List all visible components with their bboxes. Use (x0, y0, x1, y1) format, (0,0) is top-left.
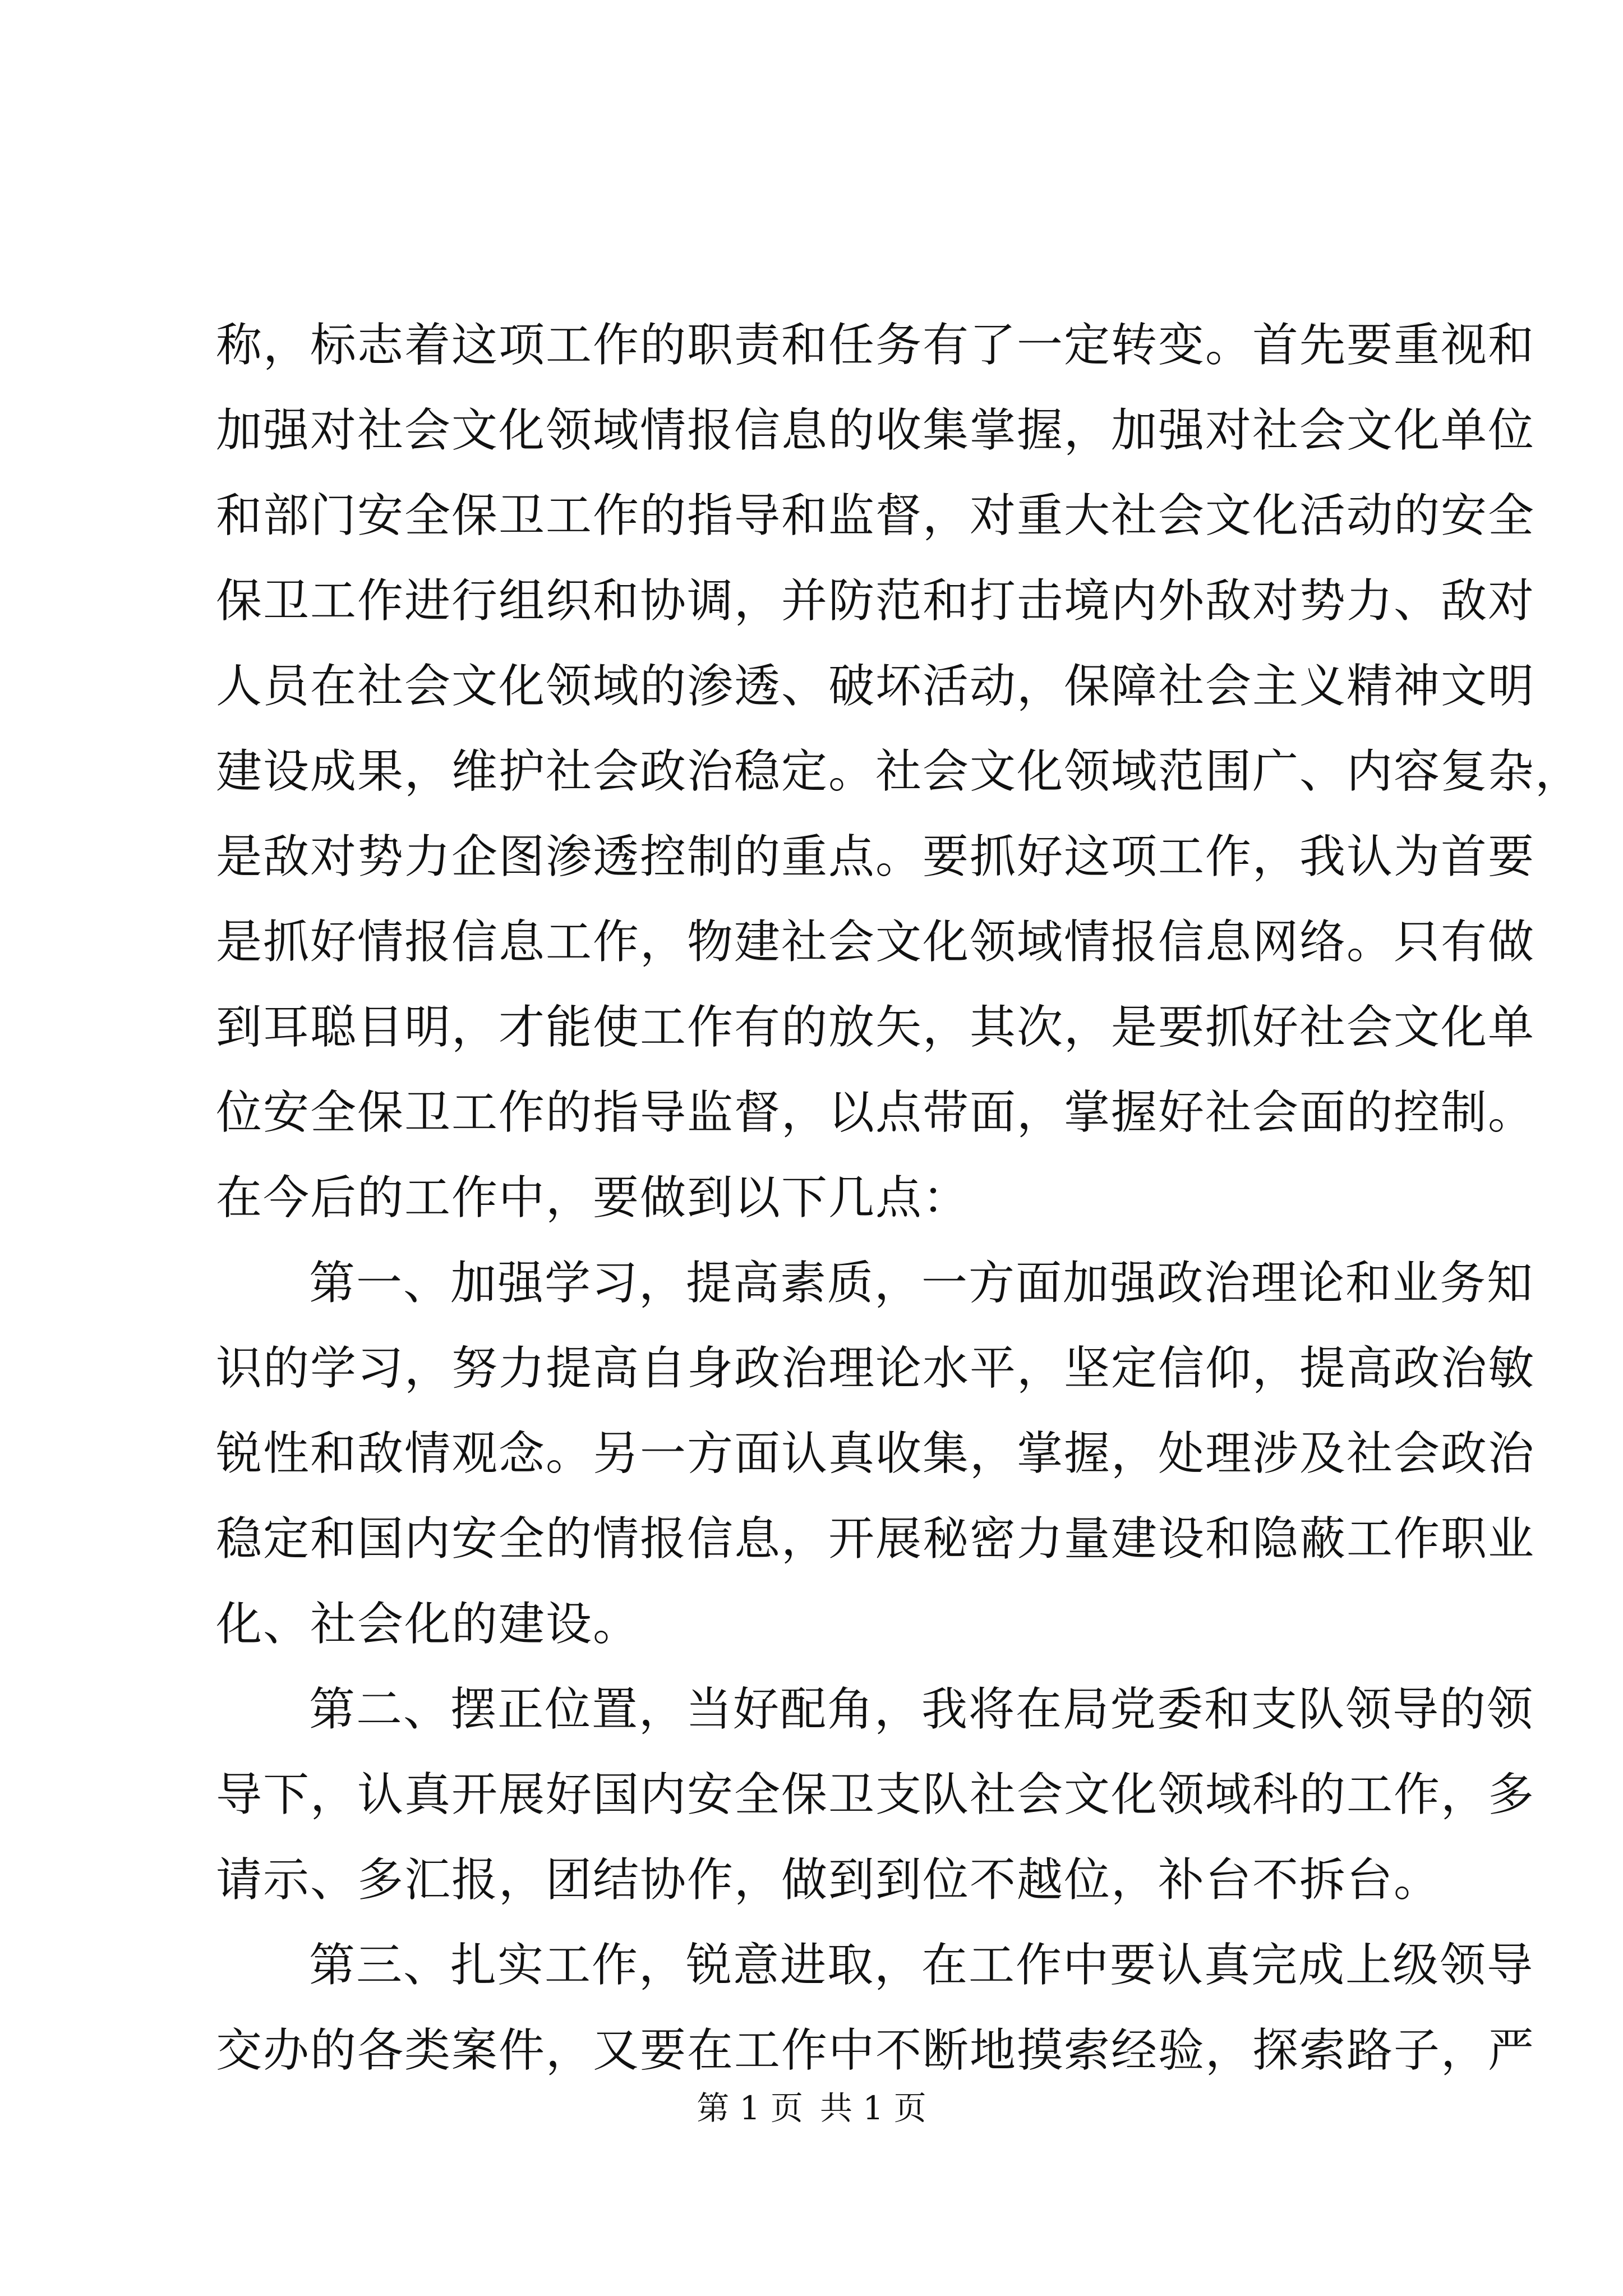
body-line: 和部门安全保卫工作的指导和监督，对重大社会文化活动的安全 (216, 489, 1536, 542)
body-line: 识的学习，努力提高自身政治理论水平，坚定信仰，提高政治敏 (216, 1342, 1536, 1395)
body-line: 请示、多汇报，团结协作，做到到位不越位，补台不拆台。 (216, 1853, 1441, 1907)
body-line: 化、社会化的建设。 (216, 1598, 640, 1651)
document-body (216, 303, 1583, 2093)
body-line: 称，标志着这项工作的职责和任务有了一定转变。首先要重视和 (216, 319, 1536, 372)
paragraph-first-line: 第二、摆正位置，当好配角，我将在局党委和支队领导的领 (309, 1683, 1534, 1736)
body-line: 位安全保卫工作的指导监督，以点带面，掌握好社会面的控制。 (216, 1086, 1536, 1139)
body-line: 锐性和敌情观念。另一方面认真收集，掌握，处理涉及社会政治 (216, 1427, 1536, 1480)
body-line: 是敌对势力企图渗透控制的重点。要抓好这项工作，我认为首要 (216, 830, 1536, 884)
page-footer (0, 2086, 1623, 2131)
page-number: 第 1 页 (697, 2089, 803, 2127)
body-line: 是抓好情报信息工作，物建社会文化领域情报信息网络。只有做 (216, 915, 1536, 969)
body-line: 稳定和国内安全的情报信息，开展秘密力量建设和隐蔽工作职业 (216, 1512, 1536, 1566)
body-line: 建设成果，维护社会政治稳定。社会文化领域范围广、内容复杂， (216, 745, 1583, 798)
body-line: 交办的各类案件，又要在工作中不断地摸索经验，探索路子，严 (216, 2024, 1536, 2077)
body-line: 保卫工作进行组织和协调，并防范和打击境内外敌对势力、敌对 (216, 574, 1536, 628)
body-line: 到耳聪目明，才能使工作有的放矢，其次，是要抓好社会文化单 (216, 1001, 1536, 1054)
page-total: 共 1 页 (820, 2089, 926, 2127)
body-line: 加强对社会文化领域情报信息的收集掌握，加强对社会文化单位 (216, 404, 1536, 457)
body-line: 导下，认真开展好国内安全保卫支队社会文化领域科的工作，多 (216, 1768, 1536, 1821)
paragraph-first-line: 第三、扎实工作，锐意进取，在工作中要认真完成上级领导 (309, 1939, 1534, 1992)
body-line: 在今后的工作中，要做到以下几点： (216, 1171, 970, 1225)
body-line: 人员在社会文化领域的渗透、破坏活动，保障社会主义精神文明 (216, 660, 1536, 713)
paragraph-first-line: 第一、加强学习，提高素质，一方面加强政治理论和业务知 (309, 1257, 1534, 1310)
